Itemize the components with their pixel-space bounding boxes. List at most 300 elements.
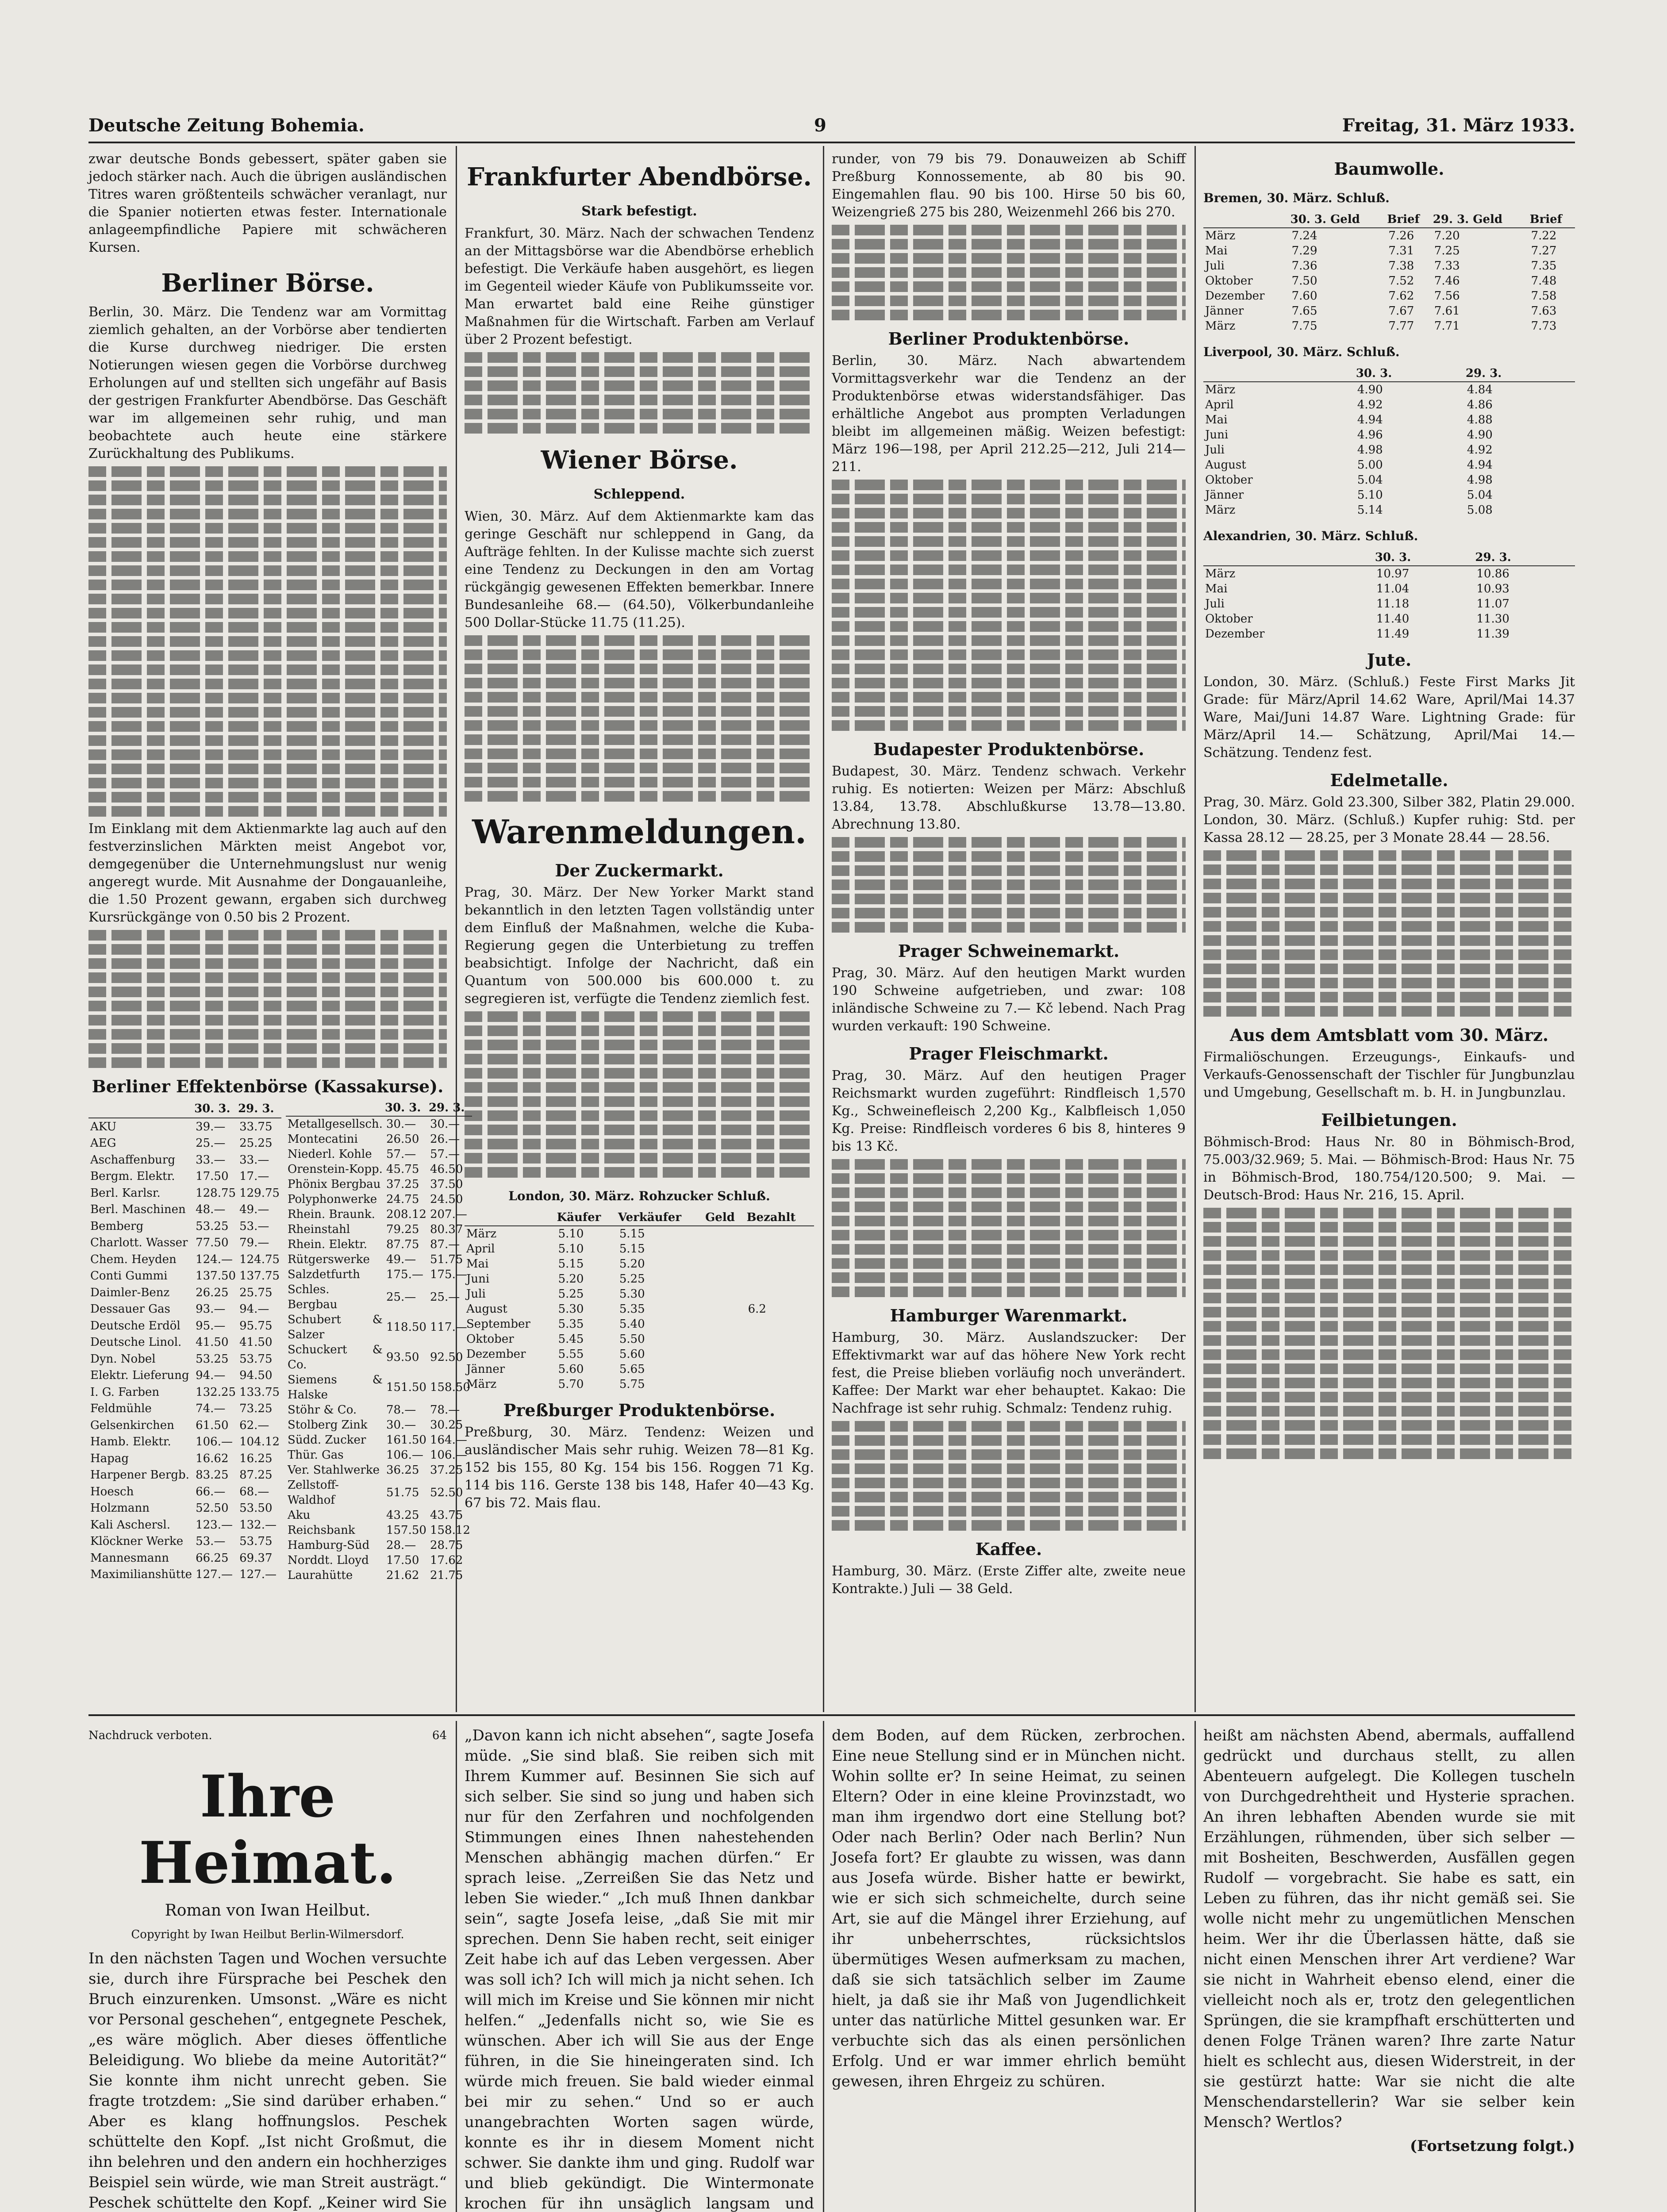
table-row [286, 1132, 472, 1147]
table-cell: 5.70 [558, 1378, 584, 1391]
table-cell: 5.40 [619, 1317, 645, 1331]
table-cell: Schubert & Salzer [288, 1313, 383, 1341]
london-sugar-heading: London, 30. März. Rohzucker Schluß. [508, 1189, 770, 1203]
table-cell: Mai [1205, 413, 1228, 426]
table-row [286, 1372, 472, 1402]
table-cell: September [466, 1317, 530, 1331]
table-row [88, 1317, 281, 1334]
section-title-frankfurt: Frankfurter Abendbörse. [467, 162, 812, 192]
section-subtitle: Stark befestigt. [581, 204, 697, 219]
table-row [286, 1252, 472, 1267]
table-cell: April [466, 1242, 495, 1256]
novel-text: In den nächsten Tagen und Wochen versuchte sie, durch ihre Fürsprache bei Peschek den Bruch einzurenken. Umsonst. „Wäre es nicht vor Personal geschehen“, entgegnete Peschek, „es wäre möglich. Aber dieses öffentliche Beleidigung. Wo bliebe da meine Autorität?“ Sie konnte ihm nicht unrecht geben. Sie fragte trotzdem: „Sie sind darüber erhaben.“ Aber es klang hoffnungslos. Peschek schüttelte den Kopf. „Ist nicht Großmut, die ihn belehren und den andern ein hochherziges Beispiel sein würde, wie man Streit austrägt.“ Peschek schüttelte den Kopf. „Keiner wird Sie [88, 1950, 447, 2212]
table-cell: 53.— [196, 1535, 226, 1548]
table-row [88, 1433, 281, 1450]
table-cell: 7.58 [1531, 289, 1557, 303]
table-cell: Orenstein-Kopp. [288, 1163, 383, 1176]
table-cell: 175.— [386, 1268, 423, 1281]
table-cell: Juni [1205, 428, 1229, 442]
table-cell: 11.18 [1376, 597, 1410, 611]
table-cell: 7.29 [1291, 244, 1317, 257]
table-header-row [286, 1100, 472, 1116]
table-cell: 5.08 [1467, 503, 1493, 517]
column-rule [823, 1721, 824, 2212]
column-berlin-boerse [88, 150, 470, 1712]
table-cell: 77.50 [196, 1236, 229, 1250]
table-row [88, 1251, 281, 1268]
table-cell: AEG [90, 1137, 116, 1150]
table-cell: 95.— [196, 1319, 226, 1333]
table-cell: Chem. Heyden [90, 1252, 177, 1266]
table-cell: 53.25 [196, 1352, 229, 1366]
table-header-row [1203, 549, 1575, 566]
table-cell: 80.37 [430, 1223, 463, 1236]
table-cell: 128.75 [196, 1186, 236, 1200]
page-header [88, 111, 1575, 143]
table-row [1203, 457, 1575, 472]
table-cell: 106.— [386, 1448, 423, 1462]
article-text-continuation [465, 1011, 814, 1178]
table-cell: 7.73 [1531, 319, 1557, 333]
table-cell: 17.50 [386, 1554, 419, 1567]
column-header [1203, 365, 1356, 382]
table-cell: 208.12 [386, 1208, 426, 1221]
table-row [88, 1417, 281, 1434]
table-cell: Aku [288, 1509, 311, 1522]
table-cell: Maximilianshütte [90, 1568, 192, 1582]
table-cell: 5.25 [619, 1272, 645, 1286]
table-row [465, 1256, 814, 1271]
table-cell: März [1205, 567, 1236, 580]
table-row [88, 1201, 281, 1218]
issue-date: Freitag, 31. März 1933. [1342, 115, 1575, 136]
table-cell: 4.86 [1467, 398, 1493, 411]
section-title-warenmeldungen: Warenmeldungen. [472, 813, 807, 851]
column-frankfurt-wien [465, 150, 814, 1712]
table-cell: 30.— [386, 1118, 416, 1131]
table-cell: 4.90 [1357, 383, 1383, 396]
table-cell: 37.25 [430, 1463, 463, 1477]
table-cell [746, 1317, 814, 1332]
table-cell: 68.— [239, 1485, 269, 1498]
table-row [286, 1177, 472, 1192]
table-cell: 25.75 [239, 1286, 273, 1299]
table-row [1203, 488, 1575, 503]
table-cell: Juli [1205, 597, 1225, 611]
table-cell: Daimler-Benz [90, 1286, 170, 1299]
table-cell: Mai [466, 1257, 489, 1271]
table-cell: 5.10 [558, 1242, 584, 1256]
table-cell: 7.60 [1291, 289, 1317, 303]
article-text: Hamburg, 30. März. (Erste Ziffer alte, zweite neue Kontrakte.) Juli — 38 Geld. [832, 1563, 1186, 1597]
column-header: Bezahlt [746, 1210, 814, 1226]
table-cell: 10.93 [1476, 582, 1510, 595]
table-cell: Reichsbank [288, 1524, 355, 1537]
novel-column-2 [465, 1725, 814, 2212]
installment-number: 64 [432, 1729, 447, 1742]
table-cell: 93.— [196, 1302, 226, 1316]
table-cell: 7.63 [1531, 304, 1557, 318]
table-cell [746, 1271, 814, 1286]
table-cell: 53.75 [239, 1352, 273, 1366]
table-cell: 94.50 [239, 1369, 273, 1382]
table-cell [705, 1302, 746, 1317]
table-cell: 25.— [386, 1290, 416, 1304]
table-cell: 124.— [196, 1252, 233, 1266]
table-cell: 124.75 [239, 1252, 280, 1266]
table-row [1203, 412, 1575, 427]
table-cell: Schuckert & Co. [288, 1343, 383, 1371]
table-cell: 66.25 [196, 1551, 229, 1565]
table-cell: Bergm. Elektr. [90, 1170, 175, 1183]
table-row [286, 1508, 472, 1523]
table-cell: Dessauer Gas [90, 1302, 170, 1316]
table-cell: 48.— [196, 1203, 226, 1217]
article-text-continuation [832, 1159, 1186, 1297]
table-cell [705, 1332, 746, 1347]
table-cell: Deutsche Erdöl [90, 1319, 181, 1333]
section-title-kaffee: Kaffee. [975, 1539, 1042, 1559]
table-cell: 53.75 [239, 1535, 273, 1548]
table-row [286, 1237, 472, 1252]
table-cell: Rhein. Elektr. [288, 1238, 368, 1251]
table-cell: Phönix Bergbau [288, 1178, 381, 1191]
table-cell: 94.— [239, 1302, 269, 1316]
table-cell: 132.— [239, 1518, 277, 1532]
table-cell: 79.25 [386, 1223, 419, 1236]
table-row [88, 1533, 281, 1550]
column-header: 29. 3. Geld [1433, 211, 1529, 228]
table-cell: 26.— [430, 1133, 460, 1146]
table-row [286, 1282, 472, 1312]
table-cell: 28.75 [430, 1539, 463, 1552]
table-cell: 132.25 [196, 1385, 236, 1399]
table-row [286, 1147, 472, 1162]
table-row [88, 1351, 281, 1367]
table-cell: 5.15 [558, 1257, 584, 1271]
table-cell [746, 1377, 814, 1392]
table-cell: 7.67 [1388, 304, 1414, 318]
article-text: Hamburg, 30. März. Auslandszucker: Der Effektivmarkt war auf das höhere New York recht fest, die Preise blieben vorläufig noch unverändert. Kaffee: Der Markt war eher behauptet. Kakao: Die Nachfrage ist sehr ruhig. Schmalz: Tendenz ruhig. [832, 1330, 1186, 1416]
column-baumwolle [1203, 150, 1575, 1712]
article-text-continuation [88, 466, 447, 817]
article-text-continuation [832, 225, 1186, 320]
table-cell: 127.— [196, 1568, 233, 1582]
table-row [465, 1317, 814, 1332]
table-row [88, 1168, 281, 1185]
column-header: 30. 3. [1375, 549, 1475, 566]
table-cell: 133.75 [239, 1385, 280, 1399]
table-cell: 158.12 [430, 1524, 470, 1537]
table-cell [705, 1347, 746, 1362]
table-row [465, 1241, 814, 1256]
table-cell: 137.50 [196, 1269, 236, 1283]
column-rule [1195, 1721, 1196, 2212]
table-cell: 4.96 [1357, 428, 1383, 442]
table-cell: 53.25 [196, 1219, 229, 1233]
table-row [286, 1538, 472, 1553]
column-header: 30. 3. Geld [1290, 211, 1387, 228]
table-cell: 33.75 [239, 1120, 273, 1133]
table-row [88, 1400, 281, 1417]
table-cell: 79.— [239, 1236, 269, 1250]
table-cell: 151.50 [386, 1381, 426, 1394]
table-cell: 87.75 [386, 1238, 419, 1251]
table-cell: 7.65 [1291, 304, 1317, 318]
table-cell: 25.25 [239, 1137, 273, 1150]
table-cell [746, 1256, 814, 1271]
table-cell: 36.25 [386, 1463, 419, 1477]
table-cell: 43.25 [386, 1509, 419, 1522]
table-cell: Berl. Karlsr. [90, 1186, 161, 1200]
table-cell: 30.— [430, 1118, 460, 1131]
table-cell: 57.— [386, 1148, 416, 1161]
table-cell [705, 1317, 746, 1332]
table-row [286, 1192, 472, 1207]
table-row [465, 1286, 814, 1302]
table-row [286, 1463, 472, 1478]
table-cell: 7.36 [1291, 259, 1317, 273]
table-cell: April [1205, 398, 1234, 411]
table-row [1203, 611, 1575, 626]
table-cell: 21.75 [430, 1569, 463, 1582]
article-text: Prag, 30. März. Auf den heutigen Prager Reichsmarkt wurden zugeführt: Rindfleisch 1,570 Kg., Schweinefleisch 2,200 Kg., Kalbfleisch 1,050 Kg. Preise: Rindfleisch vorderes 6 bis 8, hinteres 9 bis 13 Kč. [832, 1068, 1186, 1154]
table-cell: 5.60 [558, 1363, 584, 1376]
table-cell: 5.00 [1357, 458, 1383, 472]
table-row [286, 1207, 472, 1222]
table-cell: 5.30 [558, 1302, 584, 1316]
table-row [465, 1347, 814, 1362]
table-cell: 5.60 [619, 1348, 645, 1361]
table-cell: 5.10 [558, 1227, 584, 1240]
table-cell: 5.20 [558, 1272, 584, 1286]
table-cell: März [1205, 319, 1236, 333]
lead-paragraph: runder, von 79 bis 79. Donauweizen ab Schiff Preßburg Konnossemente, ab 80 bis 90. Eingemahlen flau. 90 bis 100. Hirse 50 bis 60, Weizengrieß 275 bis 280, Weizenmehl 266 bis 270. [832, 151, 1186, 220]
table-cell: 106.— [430, 1448, 467, 1462]
table-cell: 10.97 [1376, 567, 1410, 580]
table-row [88, 1566, 281, 1583]
section-title-edelmetalle: Edelmetalle. [1330, 770, 1448, 790]
table-cell: Berl. Maschinen [90, 1203, 186, 1217]
table-cell: 118.50 [386, 1321, 426, 1334]
table-cell: Dezember [466, 1348, 526, 1361]
cotton-quotes-table [1203, 211, 1575, 334]
table-cell: 30.25 [430, 1418, 463, 1432]
table-cell: 207.— [430, 1208, 467, 1221]
masthead-name: Deutsche Zeitung Bohemia. [88, 115, 365, 136]
table-cell: 5.50 [619, 1333, 645, 1346]
table-cell [746, 1226, 814, 1241]
table-cell: 5.20 [619, 1257, 645, 1271]
table-cell: 24.50 [430, 1193, 463, 1206]
article-text-continuation [832, 480, 1186, 731]
table-cell: 7.24 [1291, 229, 1317, 242]
table-cell: März [466, 1378, 497, 1391]
section-title-zuckermarkt: Der Zuckermarkt. [555, 860, 724, 880]
table-cell: 5.35 [619, 1302, 645, 1316]
table-cell: Mai [1205, 244, 1228, 257]
section-title-budapest: Budapester Produktenbörse. [873, 739, 1145, 759]
novel-text: dem Boden, auf dem Rücken, zerbrochen. Eine neue Stellung sind er in München nicht. Wohin sollte er? In seine Heimat, zu seinen Eltern? Oder in eine kleine Provinzstadt, wo man ihm irgendwo dort eine Stellung bot? Oder nach Berlin? Oder nach Berlin? Nun Josefa fort? Er glaubte zu wissen, was dann aus Josefa würde. Bisher hatte er bewirkt, wie er sich sich schmeichelte, durch seine Art, sie auf die Mängel ihrer Erziehung, auf ihr unbeherrschtes, rücksichtslos übermütiges Wesen aufmerksam zu machen, daß sie sich tatsächlich selber im Zaume hielt, ja daß sie ihr Maß von Jugendlichkeit unter das natürliche Mittel gesunken war. Er verbuchte sich das als einen persönlichen Erfolg. Und er war immer ehrlich bemüht gewesen, ihren Ehrgeiz zu schüren. [832, 1727, 1186, 2090]
novel-column-3 [832, 1725, 1186, 2212]
table-row [1203, 566, 1575, 581]
column-header: 30. 3. [384, 1100, 428, 1116]
table-row [1203, 397, 1575, 412]
table-cell: Conti Gummi [90, 1269, 168, 1283]
table-row [286, 1568, 472, 1583]
table-cell: 7.33 [1434, 259, 1460, 273]
table-cell: Rütgerswerke [288, 1253, 370, 1266]
table-row [286, 1448, 472, 1463]
novel-text: heißt am nächsten Abend, abermals, auffallend gedrückt und durchaus stellt, zu allen Abenteuern aufgelegt. Die Kollegen tuscheln von Durchgedrehtheit und Hysterie sprachen. An ihren lebhaften Abenden wurde sie mit Erzählungen, rühmenden, über sich selber — mit Bosheiten, Beschwerden, Ausfällen gegen Rudolf — vorgebracht. Sie habe es satt, ein Leben zu führen, das ihr nicht gemäß sei. Sie wolle nicht mehr zu ungemütlichen Menschen heim. Wer ihr die Überlassen hätte, daß sie nicht einen Menschen ihrer Art verdiene? War sie nicht in Wahrheit ebenso elend, einer die vielleicht noch als er, trotz den gelegentlichen Sprüngen, die sie krampfhaft erschütterten und denen Folge Tränen waren? Ihre zarte Natur hielt es schlecht aus, diesen Widerstreit, in der sie gestürzt hatte: War sie nicht die alte Menschendarstellerin? War sie selber kein Mensch? Wertlos? [1203, 1727, 1575, 2131]
table-cell: 21.62 [386, 1569, 419, 1582]
table-cell: 16.62 [196, 1452, 229, 1465]
table-cell: 69.37 [239, 1551, 273, 1565]
article-text-continuation [1203, 1208, 1575, 1459]
table-row [286, 1553, 472, 1568]
table-cell: Elektr. Lieferung [90, 1369, 189, 1382]
table-cell: Dyn. Nobel [90, 1352, 156, 1366]
table-cell: 57.— [430, 1148, 460, 1161]
table-cell: 66.— [196, 1485, 226, 1498]
table-row [1203, 581, 1575, 596]
table-row [286, 1432, 472, 1448]
table-cell: Hapag [90, 1452, 129, 1465]
table-cell: 17.62 [430, 1554, 463, 1567]
continuation-note: (Fortsetzung folgt.) [1410, 2137, 1575, 2155]
table-cell: 7.71 [1434, 319, 1460, 333]
table-cell: Mai [1205, 582, 1228, 595]
table-row [88, 1500, 281, 1517]
table-cell: 62.— [239, 1418, 269, 1432]
table-row [286, 1417, 472, 1432]
table-cell: 7.50 [1291, 274, 1317, 288]
cotton-quotes-table [1203, 365, 1575, 518]
table-cell: 33.— [239, 1153, 269, 1167]
table-row [1203, 228, 1575, 243]
article-text: Im Einklang mit dem Aktienmarkte lag auch auf den festverzinslichen Märkten meist Angebot vor, demgegenüber die Unternehmungslust nur wenig angeregt wurde. Mit Ausnahme der Dongauanleihe, die 1.50 Prozent gewann, ergaben sich durchweg Kursrückgänge von 0.50 bis 2 Prozent. [88, 821, 447, 925]
table-cell: 41.50 [196, 1336, 229, 1349]
article-text-continuation [832, 1421, 1186, 1531]
table-cell: Mannesmann [90, 1551, 169, 1565]
table-cell: Oktober [1205, 473, 1253, 487]
table-cell: 7.22 [1531, 229, 1557, 242]
table-row [88, 1301, 281, 1317]
table-cell [746, 1332, 814, 1347]
table-cell: 4.88 [1467, 413, 1493, 426]
table-cell: 41.50 [239, 1336, 273, 1349]
table-header-row [88, 1100, 281, 1118]
table-cell: 7.35 [1531, 259, 1557, 273]
column-rule [823, 146, 824, 1712]
table-cell: 53.— [239, 1219, 269, 1233]
table-cell: 52.50 [196, 1502, 229, 1515]
sugar-quotes-table [465, 1210, 814, 1392]
table-cell: Salzdetfurth [288, 1268, 360, 1281]
table-cell: 7.26 [1388, 229, 1414, 242]
section-title-amtsblatt: Aus dem Amtsblatt vom 30. März. [1229, 1025, 1549, 1045]
table-row [1203, 303, 1575, 319]
newspaper-page [88, 111, 1575, 2212]
table-cell: 30.— [386, 1418, 416, 1432]
stock-quotes-table [88, 1100, 281, 1583]
table-row [465, 1332, 814, 1347]
table-cell [705, 1271, 746, 1286]
table-cell: 106.— [196, 1435, 233, 1449]
table-cell: 5.14 [1357, 503, 1383, 517]
table-cell: Ver. Stahlwerke [288, 1463, 380, 1477]
article-text: Prag, 30. März. Der New Yorker Markt stand bekanntlich in den letzten Tagen vollständig unter dem Einfluß der Maßnahmen, welche die Kuba-Regierung gegen die Unterbietung zu treffen beabsichtigt. Infolge der Nachricht, daß ein Quantum von 500.000 bis 600.000 t. zu segregieren ist, verfügte die Tendenz ziemlich fest. [465, 885, 814, 1006]
table-header-row [465, 1210, 814, 1226]
table-row [88, 1267, 281, 1284]
table-cell: 157.50 [386, 1524, 426, 1537]
table-cell: März [1205, 229, 1236, 242]
table-cell: 7.56 [1434, 289, 1460, 303]
table-row [88, 1234, 281, 1251]
table-cell: 7.77 [1388, 319, 1414, 333]
table-cell: 53.50 [239, 1502, 273, 1515]
table-cell: 51.75 [386, 1486, 419, 1499]
article-text: Berlin, 30. März. Die Tendenz war am Vormittag ziemlich gehalten, an der Vorbörse aber tendierten die Kurse durchweg niedriger. Die ersten Notierungen wiesen gegen die Vorbörse durchweg Erholungen auf und stellten sich ungefähr auf Basis der gestrigen Frankfurter Abendbörse. Das Geschäft war im allgemeinen sehr ruhig, und man beobachtete auch heute eine stärkere Zurückhaltung des Publikums. [88, 304, 447, 461]
table-cell: 73.25 [239, 1402, 273, 1416]
table-cell: Schles. Bergbau [288, 1283, 338, 1311]
table-cell: 78.— [386, 1403, 416, 1417]
table-cell: Hamburg-Süd [288, 1539, 370, 1552]
table-cell: 7.48 [1531, 274, 1557, 288]
table-row [88, 1185, 281, 1202]
lead-paragraph: zwar deutsche Bonds gebessert, später gaben sie jedoch stärker nach. Auch die übrigen ausländischen Titres waren größtenteils schwächer veranlagt, nur die Spanier notierten etwas fester. Internationale anlageempfindliche Papiere mit schwächeren Kursen. [88, 151, 447, 255]
novel-text: „Davon kann ich nicht absehen“, sagte Josefa müde. „Sie sind blaß. Sie reiben sich mit Ihrem Kummer auf. Besinnen Sie sich auf sich selber. Sie sind so jung und haben sich nur für den Zerfahren und nochfolgenden Stimmungen eines Ihnen nahestehenden Menschen abhängig machen dürfen.“ Er sprach leise. „Zerreißen Sie das Netz und leben Sie wieder.“ „Ich muß Ihnen dankbar sein“, sagte Josefa leise, „daß Sie mit mir sprechen. Denn Sie haben recht, seit einiger Zeit habe ich auf das Leben vergessen. Aber was soll ich? Ich will mich ja nicht sehen. Ich will mich im Kreise und Sie können mir nicht helfen.“ „Jedenfalls nicht so, wie Sie es wünschen. Aber ich will Sie aus der Enge führen, in die Sie hineingeraten sind. Ich würde mich freuen. Sie bald wieder einmal bei mir zu sehen.“ Und so er auch unangebrachten Worten sagen würde, konnte es ihr in diesem Moment nicht schwer. Sie dankte ihm und ging. Rudolf war und blieb gekündigt. Die Wintermonate krochen für ihn unsäglich langsam und [465, 1727, 814, 2212]
table-row [465, 1271, 814, 1286]
table-row [88, 1218, 281, 1235]
section-title-jute: Jute. [1367, 650, 1412, 670]
table-cell: 37.25 [386, 1178, 419, 1191]
table-cell: 5.55 [558, 1348, 584, 1361]
table-row [1203, 258, 1575, 273]
table-cell: 7.75 [1291, 319, 1317, 333]
table-cell: 5.10 [1357, 488, 1383, 502]
table-row [1203, 472, 1575, 488]
table-cell: Kali Aschersl. [90, 1518, 170, 1532]
table-cell [746, 1241, 814, 1256]
table-cell: 104.12 [239, 1435, 280, 1449]
table-row [88, 1152, 281, 1168]
table-row [1203, 273, 1575, 288]
table-row [1203, 319, 1575, 334]
article-text: Firmaliöschungen. Erzeugungs-, Einkaufs- und Verkaufs-Genossenschaft der Tischler für Jungbunzlau und Umgebung, Gesellschaft m. b. H. in Jungbunzlau. [1203, 1049, 1575, 1100]
novel-title: Ihre Heimat. [138, 1763, 397, 1897]
table-cell: Juli [466, 1287, 486, 1301]
table-row [1203, 382, 1575, 397]
table-cell: Hamb. Elektr. [90, 1435, 171, 1449]
table-cell: I. G. Farben [90, 1385, 160, 1399]
table-header-row [1203, 211, 1575, 228]
table-cell: 7.31 [1388, 244, 1414, 257]
table-row [1203, 442, 1575, 457]
table-cell: Rheinstahl [288, 1223, 350, 1236]
column-header: Geld [705, 1210, 746, 1226]
table-cell: 49.— [239, 1203, 269, 1217]
column-header: 29. 3. [428, 1100, 472, 1116]
table-cell: Jänner [1205, 304, 1244, 318]
table-cell: 51.75 [430, 1253, 463, 1266]
table-cell: AKU [90, 1120, 117, 1133]
table-cell: 24.75 [386, 1193, 419, 1206]
table-cell: Oktober [466, 1333, 514, 1346]
table-cell: 4.84 [1467, 383, 1493, 396]
column-header [286, 1100, 384, 1116]
table-cell [705, 1377, 746, 1392]
